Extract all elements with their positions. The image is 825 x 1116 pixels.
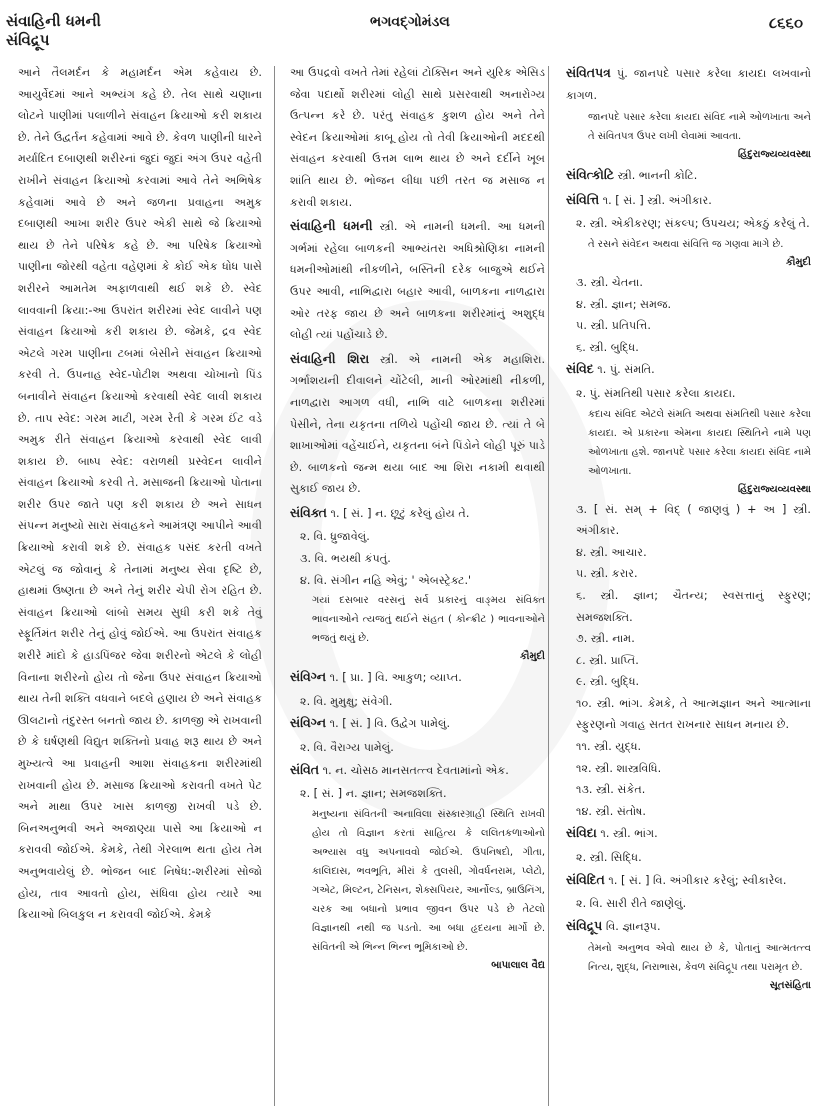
citation-source: બાપાલાલ વૈદ્ય [491, 959, 545, 971]
sense: ૫. સ્ત્રી. પ્રતિપત્તિ. [576, 319, 651, 333]
definition: સ્ત્રી. ભાનની કોટિ. [617, 169, 698, 183]
sense: ૧૪. સ્ત્રી. સંતોષ. [576, 804, 646, 818]
definition: ૧. [ સં. ] વિ. અંગીકાર કરેલું; સ્વીકારેલ. [608, 873, 787, 887]
sense: ૩. [ સં. સમ્ + વિદ્ ( જાણવું ) + અ ] સ્ત્રી. અંગીકાર. [576, 502, 811, 538]
column-3 [566, 62, 811, 995]
dictionary-entry [566, 915, 811, 938]
page-title: ભગવદ્ગોમંડલ [370, 14, 450, 30]
definition: ૧. [ સં. ] ન. છૂટું કરેલું હોય તે. [330, 506, 470, 520]
headword: સંવિતપત્ર [566, 65, 611, 80]
definition: ૧. [ સં. ] સ્ત્રી. અંગીકાર. [602, 193, 712, 207]
sense: ૨. વિ. વૈરાગ્ય પામેલું. [300, 741, 394, 755]
dictionary-entry [566, 358, 811, 381]
column-divider [274, 66, 275, 1106]
dictionary-entry [290, 215, 545, 346]
sense: ૯. સ્ત્રી. બુદ્ધિ. [576, 675, 640, 689]
definition: ૧. ન. ચોસઠ માનસતત્ત્વ દેવતામાંનો એક. [322, 763, 509, 777]
sense: ૩. વિ. ભયથી કંપતું. [300, 552, 391, 566]
citation-quote: ગયાં દસબાર વરસનું સર્વ પ્રકારનું વાઙ્મય સંવિક્ત ભાવનાઓને ત્યજતું થઈને સંહત ( કોન્ક્રીટ ) ભાવનાઓને ભજતું થયું છે. [312, 595, 545, 645]
sense: ૪. સ્ત્રી. આચાર. [576, 545, 647, 559]
sense: ૪. વિ. સંગીન નહિ એવું; ' એબસ્ટ્રેક્ટ.' [300, 573, 472, 587]
sense: ૭. સ્ત્રી. નામ. [576, 632, 635, 646]
citation-quote: જાનપદે પસાર કરેલા કાયદા સંવિદ નામે ઓળખાતા અને તે સંવિતપત્ર ઉપર લખી લેવામાં આવતા. [588, 112, 811, 143]
sense: ૨. વિ. મુમુક્ષુ; સંવેગી. [300, 694, 393, 708]
column-divider [548, 66, 549, 1106]
body-paragraph: આને તૈલમર્દન કે મહામર્દન એમ કહેવાય છે. આયુર્વેદમાં આને અભ્યંગ કહે છે. તેલ સાથે ચણાના લોટને પાણીમાં પલાળીને સંવાહન ક્રિયાઓ કરી શકાય છે. તેને ઉદ્વર્તન કહેવામાં આવે છે. કેવળ પાણીની ધારને મર્યાદિત દબાણથી શરીરનાં જુદાં જુદાં અંગ ઉપર વહેતી રાખીને સંવાહન ક્રિયાઓ કરવામાં આવે તેને અભિષેક કહેવામાં આવે છે અને જળના પ્રવાહના અમુક દબાણથી આખા શરીર ઉપર એકી સાથે જે ક્રિયાઓ થાય છે તેને પરિષેક કહે છે. આ પરિષેક ક્રિયાઓ પાણીના જોરથી વહેતા વહેણમાં કે કોઈ એક ધોધ પાસે શરીરને આમતેમ અફાળવાથી થઈ શકે છે. સ્વેદ લાવવાની ક્રિયા:-આ ઉપરાંત શરીરમાં સ્વેદ લાવીને પણ સંવાહન ક્રિયાઓ કરી શકાય છે. જેમકે, દ્રવ સ્વેદ એટલે ગરમ પાણીના ટબમાં બેસીને સંવાહન ક્રિયાઓ કરવી તે. ઉપનાહ સ્વેદ-પોટીશ અથવા ચોખાનો પિંડ બનાવીને સંવાહન ક્રિયાઓ કરવાથી સ્વેદ લાવી શકાય છે. તાપ સ્વેદ: ગરમ માટી, ગરમ રેતી કે ગરમ ઈંટ વડે અમુક રીતે સંવાહન ક્રિયાઓ કરવાથી સ્વેદ લાવી શકાય છે. બાષ્પ સ્વેદ: વરાળથી પ્રસ્વેદન લાવીને સંવાહન ક્રિયાઓ કરવી તે. મસાજની ક્રિયાઓ પોતાના શરીર ઉપર જાતે પણ કરી શકાય છે અને સાધન સંપન્ન મનુષ્યો સારા સંવાહકને આમંત્રણ આપીને આવી ક્રિયાઓ કરાવી શકે છે. સંવાહક પસંદ કરતી વખતે એટલું જ જોવાનું કે તેનામાં મનુષ્ય સેવા દૃષ્ટિ છે, હાથમાં ઉષ્ણતા છે અને તેનું શરીર ચેપી રોગ રહિત છે. સંવાહન ક્રિયાઓ લાંબો સમય સુધી કરી શકે તેવું સ્ફૂર્તિમંત શરીર તેનું હોવું જોઈએ. આ ઉપરાંત સંવાહક શરીરે માંદો કે હાડપિંજર જેવા શરીરનો એટલે કે લોહી વિનાના શરીરનો હોય તો જેના ઉપર સંવાહન ક્રિયાઓ થાય તેની શક્તિ વધવાને બદલે હણાય છે અને સંવાહક ઊલટાનો તંદુરસ્ત બનતો જાય છે. કાળજી એ રાખવાની છે કે ઘર્ષણથી વિદ્યુત શક્તિનો પ્રવાહ શરૂ થાય છે અને મુખ્યત્વે આ પ્રવાહની આશા સંવાહકના શરીરમાંથી રાખવાની હોય છે. મસાજ ક્રિયાઓ કરાવતી વખતે પેટ અને માથા ઉપર ખાસ કાળજી રાખવી પડે છે. બિનઅનુભવી અને અજાણ્યા પાસે આ ક્રિયાઓ ન કરાવવી જોઈએ. કેમકે, તેથી ગેરલાભ થતા હોય તેમ અનુભવાયેલું છે. ભોજન બાદ નિષેધ:-શરીરમાં સોજો હોય, તાવ આવતો હોય, સંધિવા હોય ત્યારે આ ક્રિયાઓ બિલકુલ ન કરાવવી જોઈએ. કેમકે [18, 66, 262, 922]
page-number: ૮૬૬૦ [768, 14, 803, 32]
dictionary-entry [290, 712, 545, 735]
headword: સંવિગ્ન [290, 669, 327, 685]
citation-quote: કદાચ સંવિદ એટલે સંમતિ અથવા સંમતિથી પસાર કરેલા કાયદા. એ પ્રકારના એમના કાયદા સ્થિતિને નામે પણ ઓળખાતા હશે. જાનપદે પસાર કરેલા કાયદા સંવિદ નામે ઓળખાતા. [588, 408, 811, 477]
headword: સંવિદ્રૂપ [566, 917, 603, 933]
column-2 [290, 62, 545, 975]
headword: સંવિદ [566, 361, 594, 377]
definition: પું. જાનપદે પસાર કરેલા કાયદા લખવાનો કાગળ. [566, 67, 811, 102]
definition: ૧. [ પ્રા. ] વિ. આકુળ; વ્યાપ્ત. [329, 671, 462, 685]
citation-quote: તેમનો અનુભવ એવો થાય છે કે, પોતાનું આત્મતત્ત્વ નિત્ય, શુદ્ધ, નિરાભાસ, કેવળ સંવિદ્રૂપ તથા પરામૃત છે. [588, 943, 811, 974]
dictionary-entry [290, 759, 545, 782]
dictionary-entry [290, 348, 545, 500]
sense: ૬. સ્ત્રી. જ્ઞાન; ચૈતન્ય; સ્વસત્તાનું સ્ફુરણ; સમજશક્તિ. [576, 588, 811, 624]
definition: ૧. [ સં. ] વિ. ઉદ્વેગ પામેલું. [329, 717, 451, 731]
sense: ૨. [ સં. ] ન. જ્ઞાન; સમજશક્તિ. [300, 787, 447, 801]
sense: ૬. સ્ત્રી. બુદ્ધિ. [576, 340, 639, 354]
dictionary-entry [290, 502, 545, 525]
continuation-paragraph: આ ઉપદ્રવો વખતે તેમાં રહેલાં ટોક્સિન અને યુરિક એસિડ જેવા પદાર્થો શરીરમાં લોહી સાથે પ્રસરવાથી અનારોગ્ય ઉત્પન્ન કરે છે. પરંતુ સંવાહક કુશળ હોય અને તેને સ્વેદન ક્રિયાઓમાં કાબૂ હોય તો તેવી ક્રિયાઓની મદદથી સંવાહન કરવાથી ઉત્તમ લાભ થાય છે અને દર્દીને ખૂબ શાંતિ થાય છે. ભોજન લીધા પછી તરત જ મસાજ ન કરાવી શકાય. [290, 66, 545, 209]
guide-word-first: સંવાહિની ધમની [6, 12, 101, 30]
definition: ૧. સ્ત્રી. ભાંગ. [600, 827, 658, 841]
dictionary-entry [566, 62, 811, 106]
dictionary-entry [290, 666, 545, 689]
citation-source: કૌમુદી [519, 651, 545, 663]
headword: સંવિગ્ન [290, 715, 327, 731]
citation-source: સૂતસંહિતા [769, 980, 811, 992]
headword: સંવાહિની શિરા [290, 350, 370, 366]
sense: ૨. પું. સંમતિથી પસાર કરેલા કાયદા. [576, 386, 736, 400]
headword: સંવિત [290, 761, 320, 777]
headword: સંવિત્કોટિ [566, 167, 615, 183]
definition: વિ. જ્ઞાનરૂપ. [605, 919, 661, 933]
dictionary-entry [566, 189, 811, 212]
sense: ૨. સ્ત્રી. એકીકરણ; સંકલ્પ; ઉપચય; એકઠું કરેલું તે. [576, 217, 810, 231]
citation-source: કૌમુદી [785, 256, 811, 268]
sense: ૧૨. સ્ત્રી. શાસ્ત્રવિધિ. [576, 761, 662, 775]
dictionary-entry [566, 164, 811, 187]
dictionary-entry [566, 869, 811, 892]
sense: ૧૧. સ્ત્રી. યુદ્ધ. [576, 740, 642, 754]
headword: સંવિદા [566, 825, 597, 841]
headword: સંવિક્ત [290, 504, 327, 520]
definition: સ્ત્રી. એ નામની ધમની. આ ધમની ગર્ભમાં રહેલા બાળકની આભ્યંતરા અધિશ્રોણિકા નામની ધમનીઓમાંથી નીકળીને, બસ્તિની દરેક બાજુએ થઈને ઉપર આવી, નાભિદ્વારા બહાર આવી, બાળકના નાળદ્વારા ઓર તરફ જાય છે અને બાળકના શરીરમાંનું અશુદ્ધ લોહી ત્યાં પહોંચાડે છે. [290, 220, 546, 342]
column-1 [18, 62, 262, 926]
sense: ૫. સ્ત્રી. કરાર. [576, 567, 638, 581]
citation-quote: મનુષ્યના સંવિતની અનાવિલા સંસ્કારગ્રાહી સ્થિતિ રાખવી હોય તો વિજ્ઞાન કરતાં સાહિત્ય કે લલિતકળાઓનો અભ્યાસ વધુ અપનાવવો જોઈએ. ઉપનિષદો, ગીતા, કાલિદાસ, ભવભૂતિ, મીરાં કે તુલસી, ગોવર્ધનરામ, પ્લેટો, ગએટ, મિલ્ટન, ટેનિસન, શેક્સપિયર, આર્નોલ્ડ, બ્રાઉનિંગ, ચરક આ બધાનો પ્રભાવ જીવન ઉપર પડે છે તેટલો વિજ્ઞાનથી નથી જ પડતો. આ બધા હૃદયના માર્ગો છે. સંવિતની એ ભિન્ન ભિન્ન ભૂમિકાઓ છે. [312, 808, 545, 953]
definition: સ્ત્રી. એ નામની એક મહાશિરા. ગર્ભાશયની દીવાલને ચોંટેલી, માની ઓરમાંથી નીકળી, નાળદ્વારા આગળ વધી, નાભિ વાટે બાળકના શરીરમાં પેસીને, તેના યકૃતના તળિયે પહોંચી જાય છે. ત્યાં તે બે શાખાઓમાં વહેંચાઈને, યકૃતના બંને પિંડોને લોહી પૂરું પાડે છે. બાળકનો જન્મ થયા બાદ આ શિરા નકામી થવાથી સુકાઈ જાય છે. [290, 352, 546, 496]
guide-words [6, 12, 101, 50]
headword: સંવિત્તિ [566, 191, 600, 207]
sense: ૩. સ્ત્રી. ચેતના. [576, 275, 643, 289]
sense: ૨. વિ. સારી રીતે જાણેલું. [576, 897, 687, 911]
sense: ૨. વિ. ધ્રુજાવેલું. [300, 530, 370, 544]
sense: ૮. સ્ત્રી. પ્રાપ્તિ. [576, 653, 639, 667]
sense: ૨. સ્ત્રી. સિદ્ધિ. [576, 851, 642, 865]
citation-source: હિંદુરાજ્યવ્યવસ્થા [737, 483, 811, 495]
sense: ૧૩. સ્ત્રી. સંકેત. [576, 783, 646, 797]
definition: ૧. પું. સંમતિ. [597, 363, 655, 377]
guide-word-last: સંવિદ્રૂપ [6, 31, 50, 49]
sense: ૪. સ્ત્રી. જ્ઞાન; સમજ. [576, 297, 672, 311]
sense: ૧૦. સ્ત્રી. ભાંગ. કેમકે, તે આત્મજ્ઞાન અને આત્માના સ્ફુરણનો ગવાહ સતત રાખનાર સાધન મનાય છે. [576, 696, 811, 732]
headword: સંવિદિત [566, 871, 605, 887]
citation-quote: તે રસને સંવેદન અથવા સંવિત્તિ જ ગણવા માગે છે. [588, 238, 784, 250]
citation-source: હિંદુરાજ્યવ્યવસ્થા [737, 149, 811, 161]
headword: સંવાહિની ધમની [290, 218, 373, 234]
dictionary-entry [566, 822, 811, 845]
